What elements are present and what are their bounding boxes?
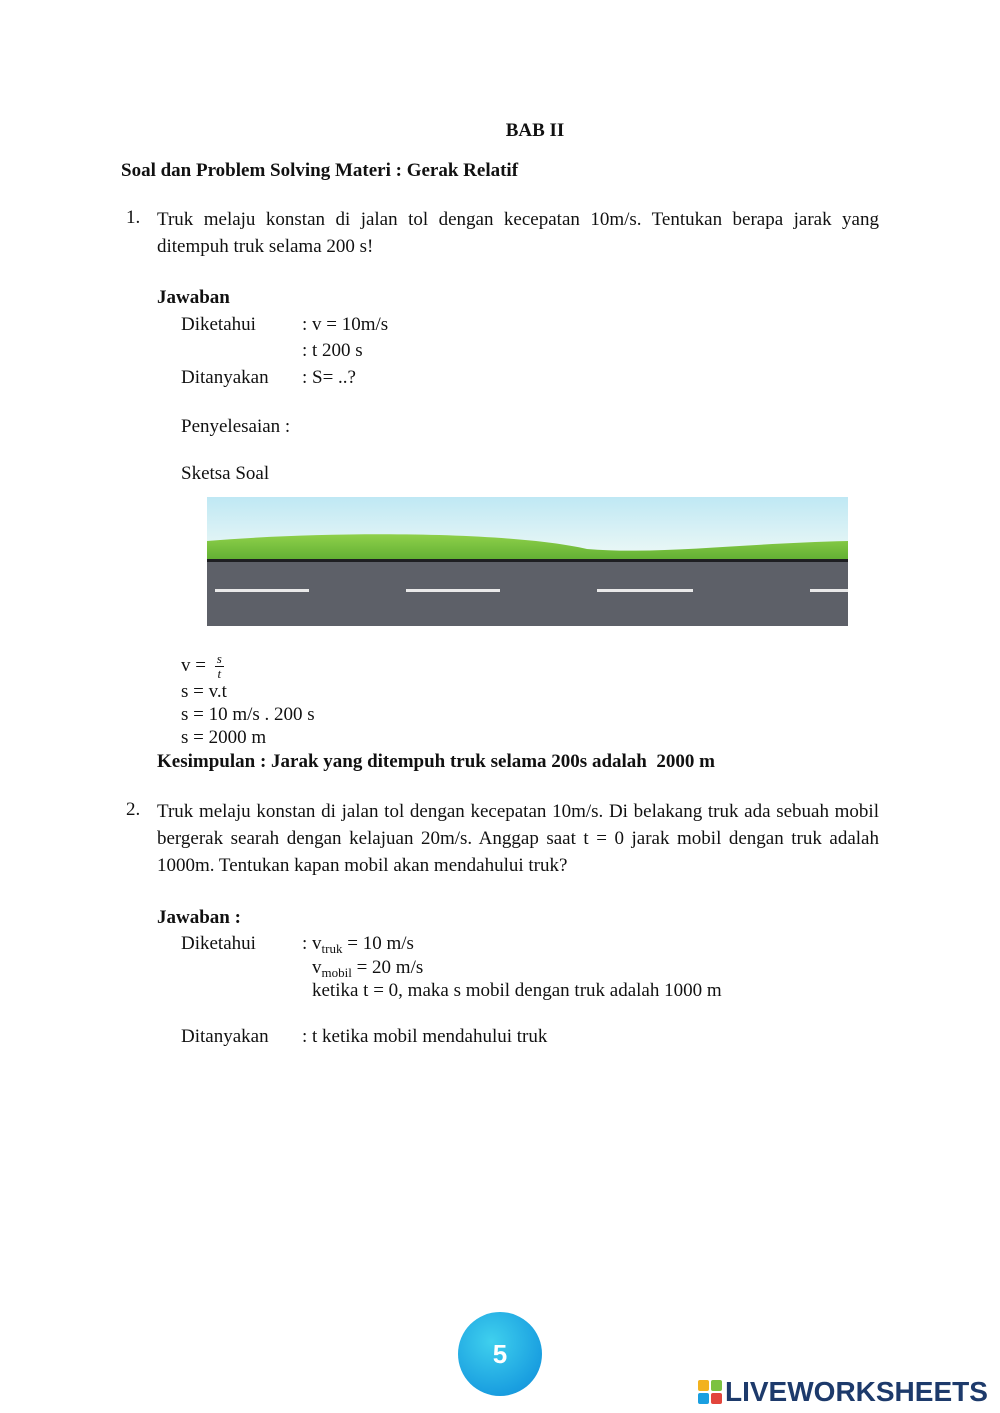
formula-numerator: s bbox=[216, 651, 222, 666]
q1-asked-label: Ditanyakan bbox=[181, 367, 269, 388]
chapter-title: BAB II bbox=[505, 120, 565, 141]
q2-truk-subscript: truk bbox=[321, 941, 343, 956]
q1-text: Truk melaju konstan di jalan tol dengan kecepatan 10m/s. Tentukan berapa jarak yang ditempuh truk selama 200 s! bbox=[157, 209, 879, 257]
q2-text: Truk melaju konstan di jalan tol dengan kecepatan 10m/s. Di belakang truk ada sebuah mobil bergerak searah dengan kelajuan 20m/s. Anggap saat t = 0 jarak mobil dengan truk adalah 1000m. Tentukan kapan mobil akan mendahului truk? bbox=[157, 801, 879, 876]
q1-answer-heading: Jawaban bbox=[157, 287, 230, 308]
road-sketch-image bbox=[207, 497, 848, 626]
q2-v-truk: v bbox=[312, 933, 322, 954]
q2-asked-value: : t ketika mobil mendahului truk bbox=[302, 1026, 548, 1047]
q1-conclusion: Kesimpulan : Jarak yang ditempuh truk selama 200s adalah 2000 m bbox=[157, 751, 715, 772]
q1-sketch-label: Sketsa Soal bbox=[181, 463, 270, 484]
lane-marking bbox=[406, 589, 500, 592]
formula-fraction bbox=[215, 652, 224, 681]
q1-formula bbox=[181, 652, 224, 681]
q2-truk-value: = 10 m/s bbox=[342, 933, 414, 954]
q1-known-label: Diketahui bbox=[181, 314, 256, 335]
formula-v: v = bbox=[181, 654, 206, 676]
q1-known-2: : t 200 s bbox=[302, 340, 363, 361]
q1-step-3: s = 2000 m bbox=[181, 727, 267, 748]
q1-number: 1. bbox=[126, 207, 141, 228]
section-title: Soal dan Problem Solving Materi : Gerak Relatif bbox=[121, 160, 519, 181]
q1-known-1: : v = 10m/s bbox=[302, 314, 389, 335]
q2-mobil-value: = 20 m/s bbox=[351, 957, 424, 978]
q2-colon: : bbox=[302, 933, 313, 954]
liveworksheets-icon bbox=[698, 1380, 722, 1404]
q2-mobil-subscript: mobil bbox=[321, 965, 352, 980]
brand-text: LIVEWORKSHEETS bbox=[725, 1376, 988, 1407]
q2-v-mobil: v bbox=[312, 957, 322, 978]
q2-answer-heading: Jawaban : bbox=[157, 907, 241, 928]
formula-denominator: t bbox=[217, 666, 222, 681]
liveworksheets-logo[interactable] bbox=[698, 1377, 988, 1407]
q2-known-label: Diketahui bbox=[181, 933, 256, 954]
q1-step-1: s = v.t bbox=[181, 681, 227, 702]
page-number-badge: 5 bbox=[458, 1312, 542, 1396]
q1-step-2: s = 10 m/s . 200 s bbox=[181, 704, 315, 725]
q2-known-3: ketika t = 0, maka s mobil dengan truk adalah 1000 m bbox=[312, 980, 722, 1001]
lane-marking bbox=[810, 589, 848, 592]
q1-asked-value: : S= ..? bbox=[302, 367, 356, 388]
q2-number: 2. bbox=[126, 799, 141, 820]
lane-marking bbox=[215, 589, 309, 592]
q1-solution-label: Penyelesaian : bbox=[181, 416, 291, 437]
q2-known-2 bbox=[312, 957, 423, 979]
q2-asked-label: Ditanyakan bbox=[181, 1026, 269, 1047]
q2-known-1 bbox=[302, 933, 414, 955]
lane-marking bbox=[597, 589, 693, 592]
